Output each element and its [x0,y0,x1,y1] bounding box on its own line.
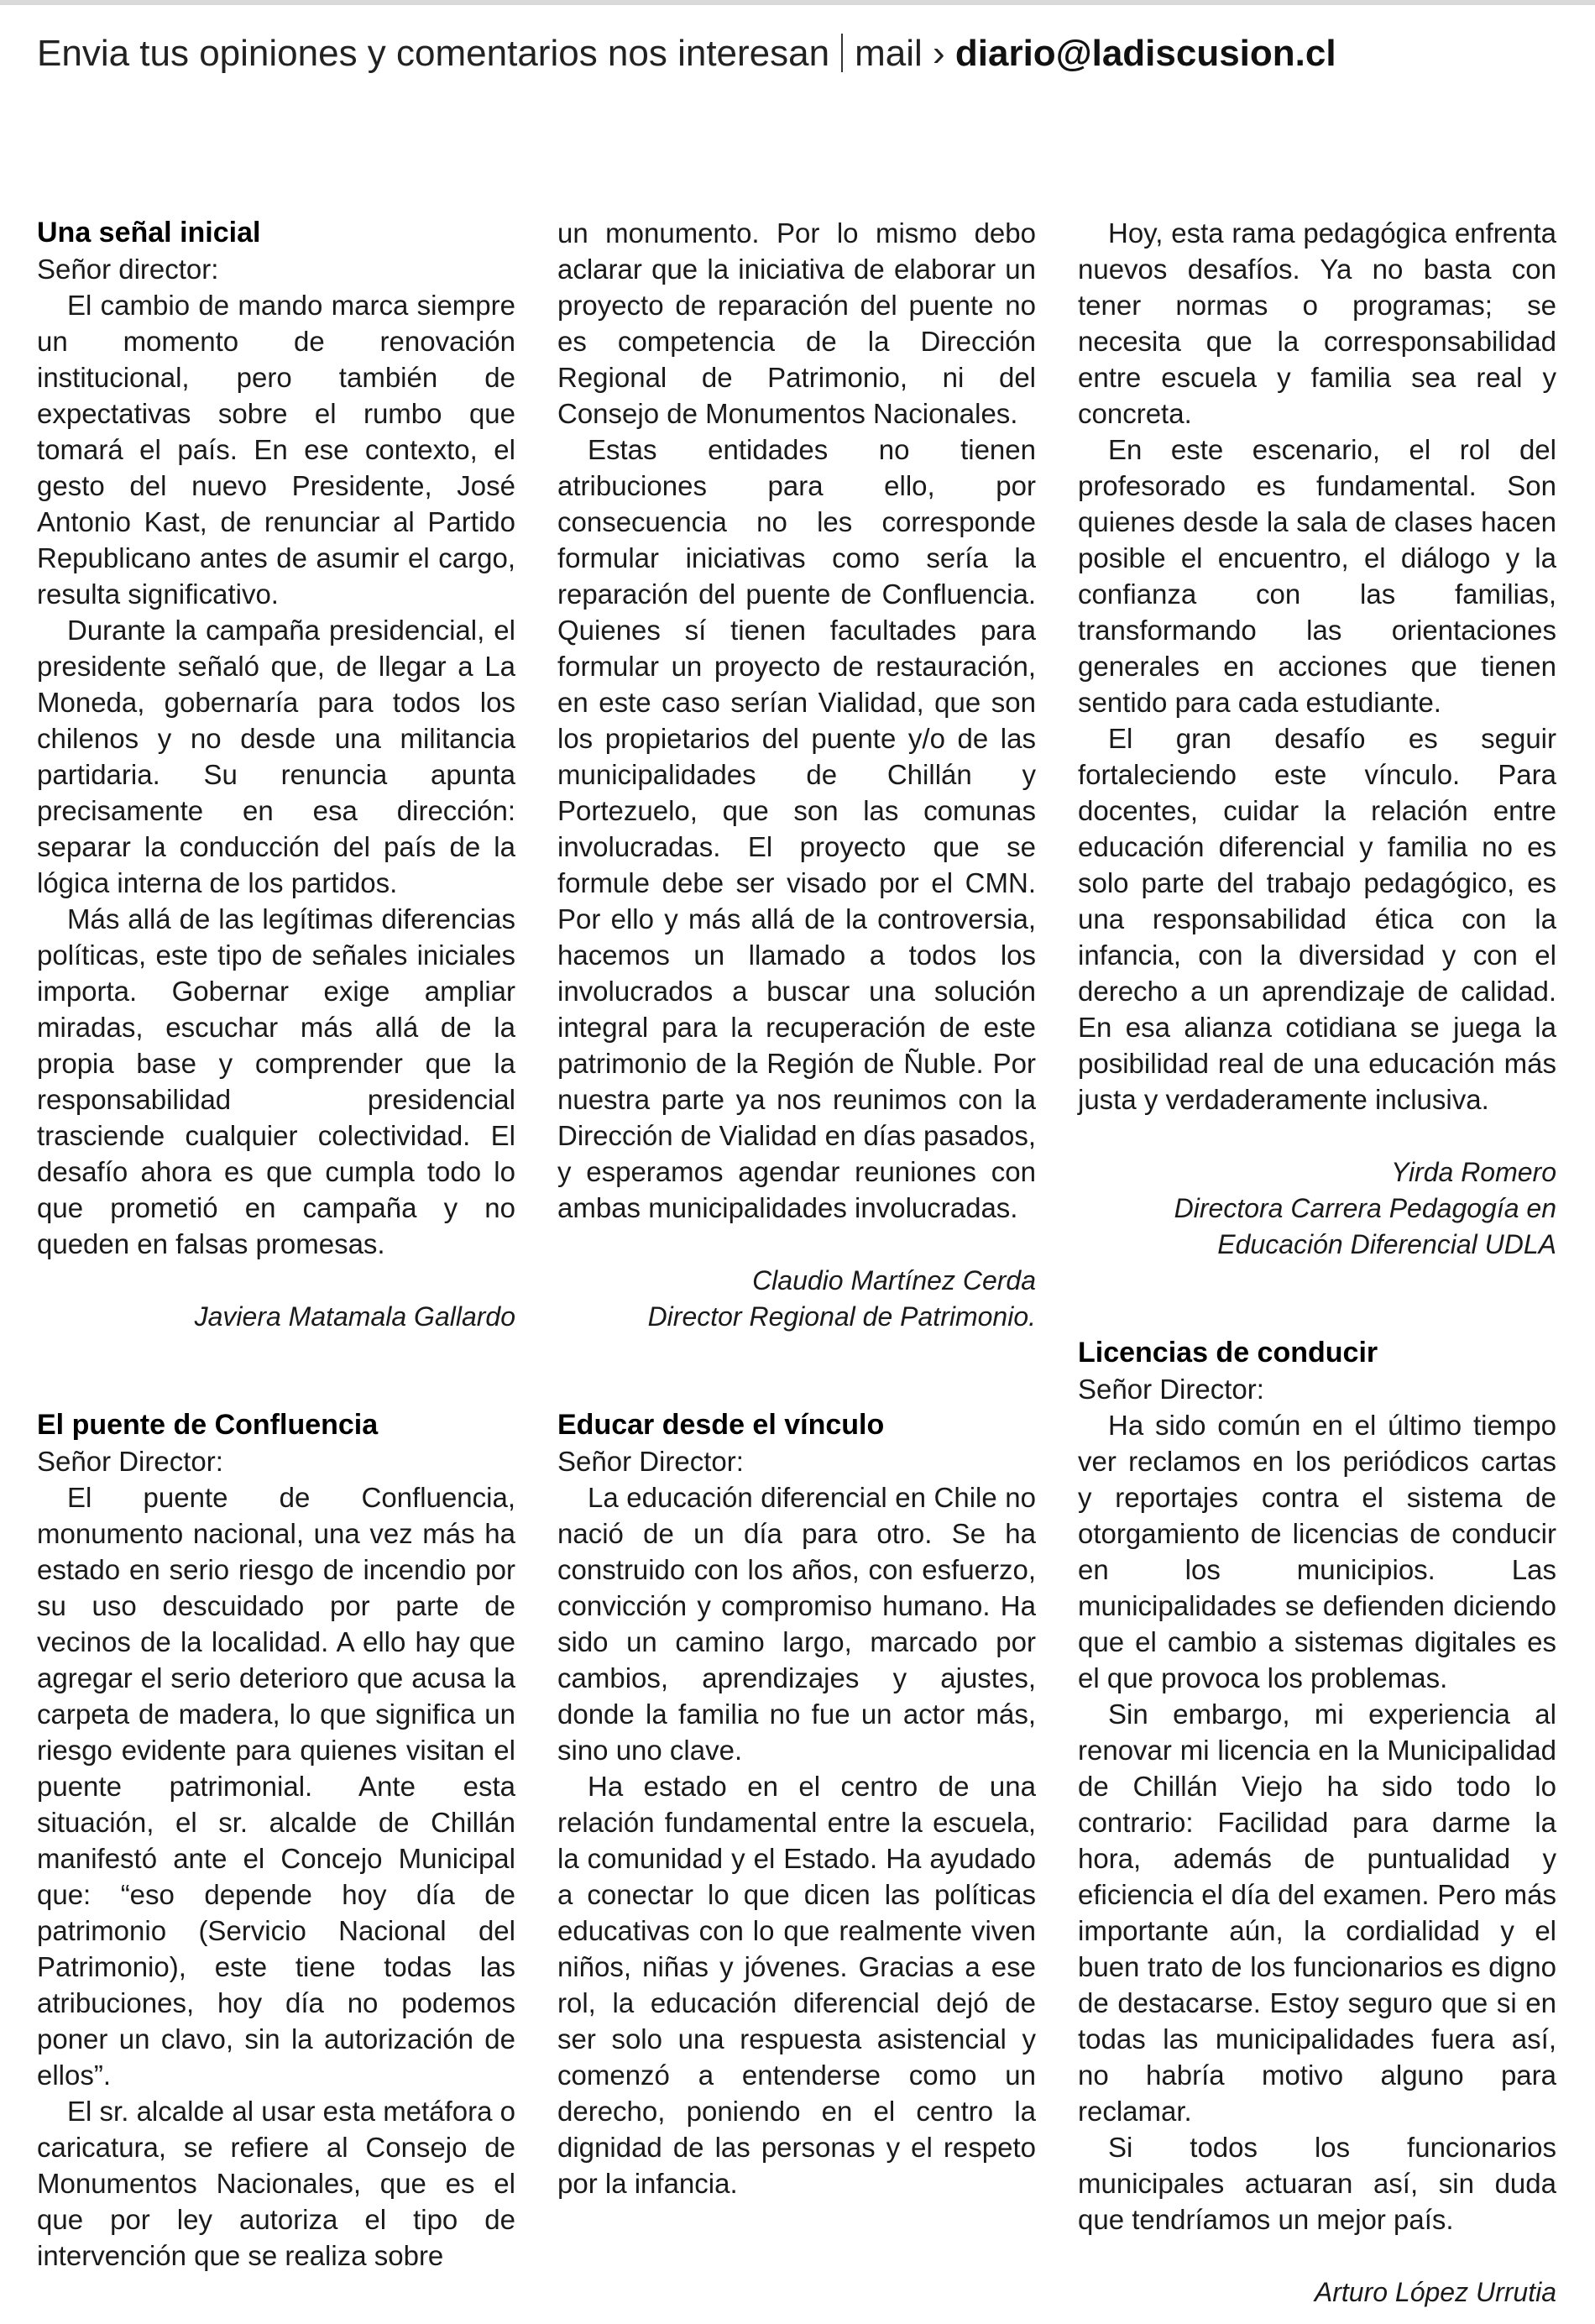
letter-paragraph: Durante la campaña presidencial, el presidente señaló que, de llegar a La Moneda, gobernaría para todos los chilenos y no desde una militancia partidaria. Su renuncia apunta precisamente en esa dirección: separar la conducción del país de la lógica interna de los partidos. [37,615,515,898]
letter-signature-role: Educación Diferencial UDLA [1217,1229,1556,1259]
letter-paragraph: El cambio de mando marca siempre un momento de renovación institucional, pero también de expectativas sobre el rumbo que tomará el país. En ese contexto, el gesto del nuevo Presidente, José Antonio Kast, de renunciar al Partido Republicano antes de asumir el cargo, resulta significativo. [37,290,515,610]
letter-salutation: Señor Director: [557,1446,744,1477]
letter-paragraph: La educación diferencial en Chile no nació de un día para otro. Se ha construido con los años, con esfuerzo, convicción y compromiso humano. Ha sido un camino largo, marcado por cambios, aprendizajes y ajustes, donde la familia no fue un actor más, sino uno clave. [557,1482,1036,1766]
page-header [37,29,1336,79]
letter-paragraph: Sin embargo, mi experiencia al renovar mi licencia en la Municipalidad de Chillán Viejo ha sido todo lo contrario: Facilidad para darme la hora, además de puntualidad y eficiencia el día del examen. Pero más importante aún, la cordialidad y el buen trato de los funcionarios es digno de destacarse. Estoy seguro que si en todas las municipalidades fuera así, no habría motivo alguno para reclamar. [1078,1699,1556,2127]
letter-signature-role: Director Regional de Patrimonio. [647,1301,1036,1332]
letter-el-puente-de-confluencia-continued [557,215,1036,1335]
letter-signature: Yirda Romero [1391,1157,1556,1187]
letter-paragraph: Más allá de las legítimas diferencias políticas, este tipo de señales iniciales importa. Gobernar exige ampliar miradas, escuchar más allá de la propia base y comprender que la responsabilidad presidencial trasciende cualquier colectividad. El desafío ahora es que cumpla todo lo que prometió en campaña y no queden en falsas promesas. [37,903,515,1259]
letter-signature-role: Directora Carrera Pedagogía en [1174,1193,1556,1223]
letter-paragraph: El puente de Confluencia, monumento nacional, una vez más ha estado en serio riesgo de incendio por su uso descuidado por parte de vecinos de la localidad. A ello hay que agregar el serio deterioro que acusa la carpeta de madera, lo que significa un riesgo evidente para quienes visitan el puente patrimonial. Ante esta situación, el sr. alcalde de Chillán manifestó ante el Concejo Municipal que: “eso depende hoy día de patrimonio (Servicio Nacional del Patrimonio), este tiene todas las atribuciones, hoy día no podemos poner un clavo, sin la autorización de ellos”. [37,1482,515,2091]
column-3 [1078,215,1556,2311]
letter-salutation: Señor Director: [1078,1374,1264,1405]
letter-paragraph: El sr. alcalde al usar esta metáfora o caricatura, se refiere al Consejo de Monumentos Nacionales, que es el que por ley autoriza el tipo de intervención que se realiza sobre [37,2096,515,2271]
letter-signature: Claudio Martínez Cerda [752,1265,1036,1295]
header-text: Envia tus opiniones y comentarios nos interesan [37,33,830,74]
letter-paragraph: un monumento. Por lo mismo debo aclarar que la iniciativa de elaborar un proyecto de reparación del puente no es competencia de la Dirección Regional de Patrimonio, ni del Consejo de Monumentos Nacionales. [557,217,1036,429]
top-rule [0,0,1595,5]
letter-paragraph: Estas entidades no tienen atribuciones para ello, por consecuencia no les corresponde formular iniciativas como sería la reparación del puente de Confluencia. Quienes sí tienen facultades para formular un proyecto de restauración, en este caso serían Vialidad, que son los propietarios del puente y/o de las municipalidades de Chillán y Portezuelo, que son las comunas involucradas. El proyecto que se formule debe ser visado por el CMN. Por ello y más allá de la controversia, hacemos un llamado a todos los involucrados a buscar una solución integral para la recuperación de este patrimonio de la Región de Ñuble. Por nuestra parte ya nos reunimos con la Dirección de Vialidad en días pasados, y esperamos agendar reuniones con ambas municipalidades involucradas. [557,434,1036,1223]
letter-title: Educar desde el vínculo [557,1409,885,1441]
letter-signature: Arturo López Urrutia [1314,2277,1556,2307]
column-1 [37,215,515,2274]
letter-paragraph: Ha estado en el centro de una relación fundamental entre la escuela, la comunidad y el Estado. Ha ayudado a conectar lo que dicen las políticas educativas con lo que realmente viven niños, niñas y jóvenes. Gracias a ese rol, la educación diferencial dejó de ser solo una respuesta asistencial y comenzó a entenderse como un derecho, poniendo en el centro la dignidad de las personas y el respeto por la infancia. [557,1771,1036,2199]
letter-signature: Javiera Matamala Gallardo [194,1301,515,1332]
letter-el-puente-de-confluencia [37,1407,515,2274]
letter-educar-desde-el-vinculo-continued [1078,215,1556,1263]
letter-paragraph: Ha sido común en el último tiempo ver reclamos en los periódicos cartas y reportajes contra el sistema de otorgamiento de licencias de conducir en los municipios. Las municipalidades se defienden diciendo que el cambio a sistemas digitales es el que provoca los problemas. [1078,1410,1556,1693]
letter-paragraph: En este escenario, el rol del profesorado es fundamental. Son quienes desde la sala de clases hacen posible el encuentro, el diálogo y la confianza con las familias, transformando las orientaciones generales en acciones que tienen sentido para cada estudiante. [1078,434,1556,718]
letter-licencias-de-conducir [1078,1335,1556,2311]
letter-title: El puente de Confluencia [37,1409,379,1441]
letter-title: Una señal inicial [37,217,261,249]
letter-salutation: Señor Director: [37,1446,223,1477]
header-separator [841,34,843,72]
mail-label: mail › [855,33,945,74]
letter-salutation: Señor director: [37,254,219,285]
column-2 [557,215,1036,2201]
letter-paragraph: El gran desafío es seguir fortaleciendo este vínculo. Para docentes, cuidar la relación entre educación diferencial y familia no es solo parte del trabajo pedagógico, es una responsabilidad ética con la infancia, con la diversidad y con el derecho a un aprendizaje de calidad. En esa alianza cotidiana se juega la posibilidad real de una educación más justa y verdaderamente inclusiva. [1078,723,1556,1115]
letter-title: Licencias de conducir [1078,1337,1378,1369]
letter-paragraph: Hoy, esta rama pedagógica enfrenta nuevos desafíos. Ya no basta con tener normas o programas; se necesita que la corresponsabilidad entre escuela y familia sea real y concreta. [1078,217,1556,429]
contact-email[interactable]: diario@ladiscusion.cl [954,33,1336,74]
letter-educar-desde-el-vinculo [557,1407,1036,2201]
letter-una-senal-inicial [37,215,515,1335]
letter-paragraph: Si todos los funcionarios municipales actuaran así, sin duda que tendríamos un mejor país. [1078,2132,1556,2235]
